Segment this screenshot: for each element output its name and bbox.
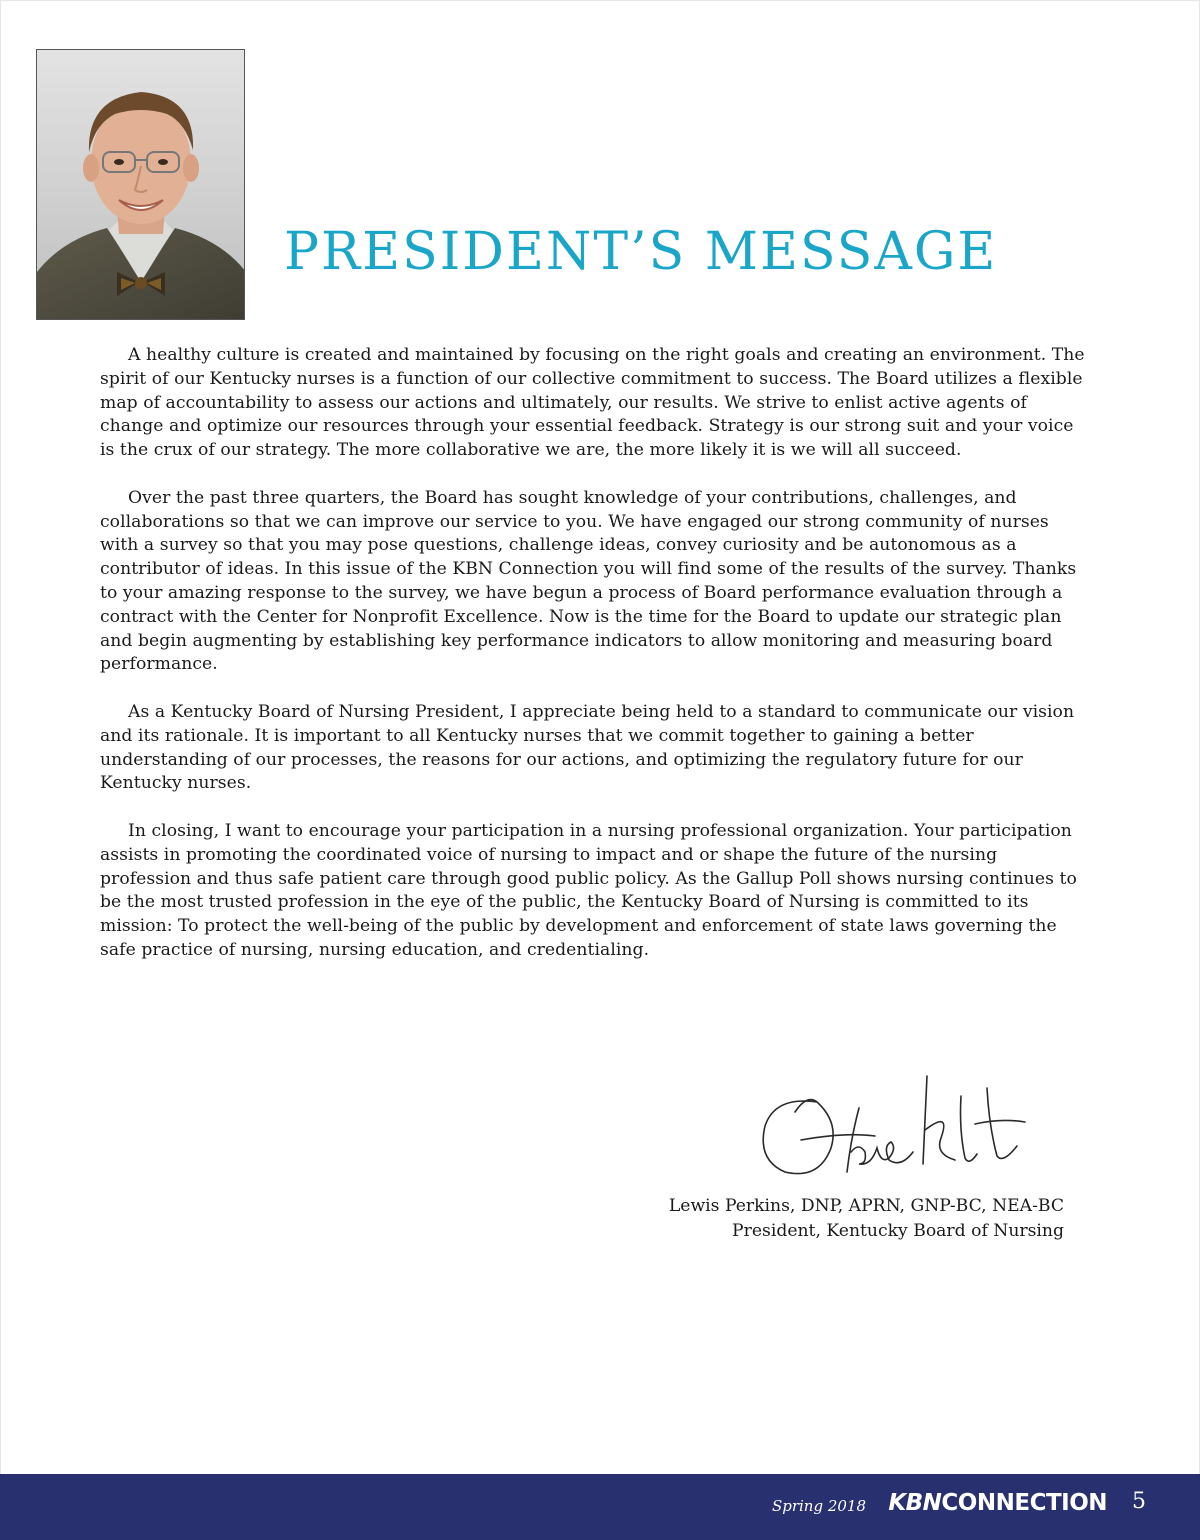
message-paragraph: As a Kentucky Board of Nursing President, I appreciate being held to a standard to communicate our vision and its rationale. It is important to all Kentucky nurses that we commit together to gaining a better understanding of our processes, the reasons for our actions, and optimizing the regulatory future for our Kentucky nurses. — [100, 701, 1075, 794]
footer-brand-logo — [888, 1490, 1107, 1516]
signer-name: Lewis Perkins, DNP, APRN, GNP-BC, NEA-BC — [668, 1196, 1064, 1216]
signer-title: President, Kentucky Board of Nursing — [732, 1221, 1064, 1241]
message-paragraph: Over the past three quarters, the Board has sought knowledge of your contributions, challenges, and collaborations so that we can improve our service to you. We have engaged our strong community of nurses with a survey so that you may pose questions, challenge ideas, convey curiosity and be autonomous as a contributor of ideas. In this issue of the KBN Connection you will find some of the results of the survey. Thanks to your amazing response to the survey, we have begun a process of Board performance evaluation through a contract with the Center for Nonprofit Excellence. Now is the time for the Board to update our strategic plan and begin augmenting by establishing key performance indicators to allow monitoring and measuring board performance. — [100, 487, 1077, 675]
message-paragraph: A healthy culture is created and maintained by focusing on the right goals and creating an environment. The spirit of our Kentucky nurses is a function of our collective commitment to success. The Board utilizes a flexible map of accountability to assess our actions and ultimately, our results. We strive to enlist active agents of change and optimize our resources through your essential feedback. Strategy is our strong suit and your voice is the crux of our strategy. The more collaborative we are, the more likely it is we will all succeed. — [100, 345, 1085, 461]
handwritten-signature — [755, 1068, 1035, 1183]
brand-prefix: KBN — [888, 1490, 942, 1516]
signature-block — [669, 1194, 1064, 1244]
page-title: PRESIDENT’S MESSAGE — [284, 222, 998, 282]
footer-bar — [0, 1474, 1200, 1540]
message-body — [100, 344, 1092, 987]
footer-issue: Spring 2018 — [771, 1497, 866, 1515]
president-photo — [36, 49, 245, 320]
page-number: 5 — [1132, 1489, 1146, 1514]
brand-suffix: CONNECTION — [941, 1490, 1107, 1516]
message-paragraph: In closing, I want to encourage your participation in a nursing professional organization. Your participation assists in promoting the coordinated voice of nursing to impact and or shape the future of the nursing profession and thus safe patient care through good public policy. As the Gallup Poll shows nursing continues to be the most trusted profession in the eye of the public, the Kentucky Board of Nursing is committed to its mission: To protect the well-being of the public by development and enforcement of state laws governing the safe practice of nursing, nursing education, and credentialing. — [100, 820, 1077, 960]
